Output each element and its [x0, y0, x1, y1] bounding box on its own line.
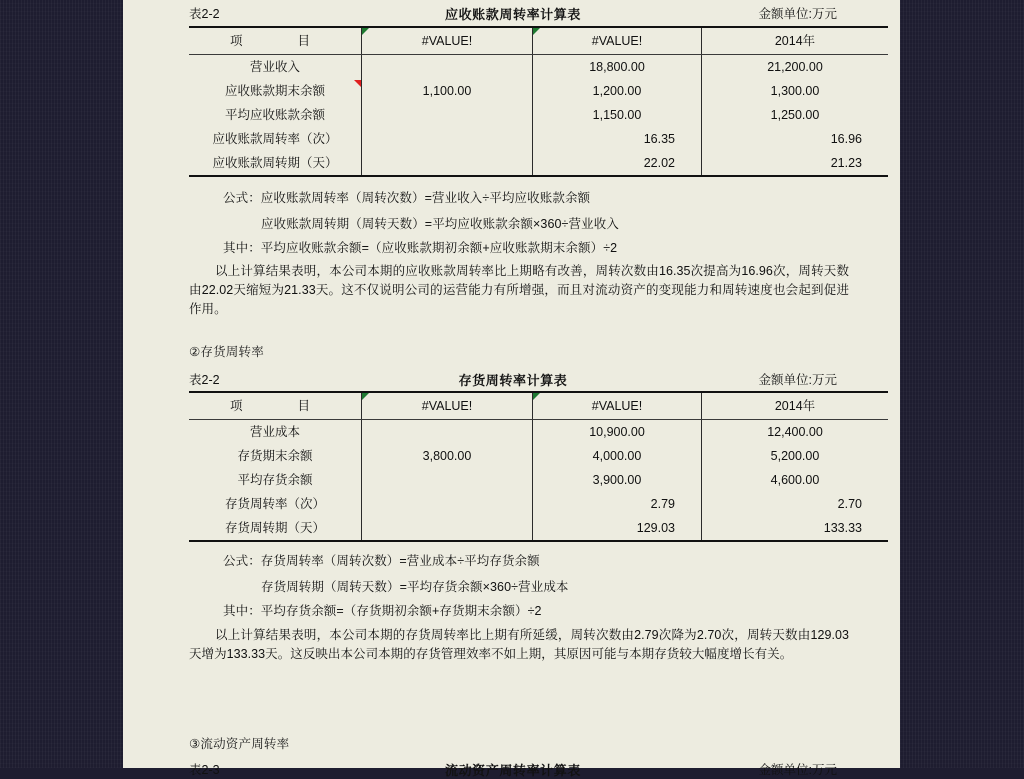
cell-value: 1,100.00: [362, 79, 533, 103]
cell-value: 2.79: [533, 492, 702, 516]
cell-value: 129.03: [533, 516, 702, 541]
cell-value: 16.35: [533, 127, 702, 151]
table-row[interactable]: [189, 103, 888, 127]
comment-marker-green-icon: [362, 393, 369, 400]
table-row[interactable]: [189, 151, 888, 176]
cell-value: 18,800.00: [533, 55, 702, 80]
document-page: [123, 0, 900, 778]
table2-caption-title: 存货周转率计算表: [458, 373, 568, 388]
table-header-row: [189, 392, 888, 420]
cell-item: 存货周转期（天）: [189, 516, 362, 541]
table-row[interactable]: [189, 468, 888, 492]
cell-value: [362, 468, 533, 492]
cell-item: 存货期末余额: [237, 449, 313, 463]
cell-value: 21,200.00: [702, 55, 889, 80]
table-header-row: [189, 27, 888, 55]
cell-value: [362, 492, 533, 516]
formula-line: 其中：平均存货余额=（存货期初余额+存货期末余额）÷2: [223, 604, 542, 618]
cell-value: [362, 55, 533, 80]
formula-line: 公式：应收账款周转率（周转次数）=营业收入÷平均应收账款余额: [223, 191, 591, 205]
table2-header-col3: 2014年: [702, 392, 889, 420]
table-row[interactable]: [189, 127, 888, 151]
cell-value: 3,900.00: [533, 468, 702, 492]
table1-header-col2: #VALUE!: [533, 27, 702, 55]
cell-value: 2.70: [702, 492, 889, 516]
table2-caption: [189, 370, 837, 386]
cell-value: 1,250.00: [702, 103, 889, 127]
section-heading-current-assets-turnover: ③流动资产周转率: [189, 737, 290, 751]
table1-caption-title: 应收账款周转率计算表: [444, 7, 581, 22]
cell-value: 4,000.00: [533, 444, 702, 468]
comment-marker-green-icon: [533, 28, 540, 35]
cell-value: [362, 127, 533, 151]
table2-caption-unit: 金额单位:万元: [758, 373, 837, 387]
cell-value: [362, 516, 533, 541]
cell-value: 10,900.00: [533, 420, 702, 445]
cell-value: 133.33: [702, 516, 889, 541]
cell-value: 1,300.00: [702, 79, 889, 103]
formula-line: 公式：存货周转率（周转次数）=营业成本÷平均存货余额: [223, 554, 540, 568]
table3-caption: [189, 760, 837, 776]
table-row[interactable]: [189, 55, 888, 80]
table3-caption-unit: 金额单位:万元: [758, 763, 837, 777]
cell-value: 1,150.00: [533, 103, 702, 127]
cell-value: 22.02: [533, 151, 702, 176]
cell-item: 营业成本: [249, 425, 300, 439]
cell-value: [362, 151, 533, 176]
cell-item: 存货周转率（次）: [224, 497, 325, 511]
comment-marker-red-icon: [354, 80, 361, 87]
table3-caption-title: 流动资产周转率计算表: [444, 763, 581, 778]
cell-value: 4,600.00: [702, 468, 889, 492]
table-row[interactable]: [189, 444, 888, 468]
table3-caption-left: 表2-3: [189, 763, 220, 777]
table1-header-col1: #VALUE!: [362, 27, 533, 55]
table-inventory-turnover[interactable]: [189, 391, 888, 542]
cell-item: 平均存货余额: [237, 473, 313, 487]
table1-header-item: 项 目: [189, 27, 362, 55]
table-row[interactable]: [189, 516, 888, 541]
cell-item: 应收账款期末余额: [189, 79, 362, 103]
cell-value: [362, 420, 533, 445]
analysis-paragraph: 以上计算结果表明，本公司本期的应收账款周转率比上期略有改善，周转次数由16.35次提高为16.96次，周转天数由22.02天缩短为21.33天。这不仅说明公司的运营能力有所增强，而且对流动资产的变现能力和周转速度也会起到促进作用。: [189, 264, 849, 316]
formula-line: 应收账款周转期（周转天数）=平均应收账款余额×360÷营业收入: [261, 217, 619, 231]
comment-marker-green-icon: [362, 28, 369, 35]
table1-caption: [189, 4, 837, 20]
table2-header-col1: #VALUE!: [362, 392, 533, 420]
cell-item: 平均应收账款余额: [224, 108, 325, 122]
table2-caption-left: 表2-2: [189, 373, 220, 387]
cell-item: 营业收入: [249, 60, 300, 74]
table-row[interactable]: [189, 79, 888, 103]
cell-value: 16.96: [702, 127, 889, 151]
analysis-paragraph: 以上计算结果表明，本公司本期的存货周转率比上期有所延缓，周转次数由2.79次降为2.70次，周转天数由129.03天增为133.33天。这反映出本公司本期的存货管理效率不如上期，其原因可能与本期存货较大幅度增长有关。: [189, 628, 849, 661]
table1-caption-left: 表2-2: [189, 7, 220, 21]
table1-header-col3: 2014年: [702, 27, 889, 55]
cell-value: 1,200.00: [533, 79, 702, 103]
cell-item: 应收账款周转期（天）: [189, 151, 362, 176]
table2-header-col2: #VALUE!: [533, 392, 702, 420]
table1-caption-unit: 金额单位:万元: [758, 7, 837, 21]
table-row[interactable]: [189, 420, 888, 445]
cell-item: 应收账款周转率（次）: [212, 132, 338, 146]
cell-value: 21.23: [702, 151, 889, 176]
cell-value: 12,400.00: [702, 420, 889, 445]
section-heading-inventory-turnover: ②存货周转率: [189, 345, 264, 359]
table2-header-item: 项 目: [189, 392, 362, 420]
cell-value: 5,200.00: [702, 444, 889, 468]
table-row[interactable]: [189, 492, 888, 516]
formula-line: 其中：平均应收账款余额=（应收账款期初余额+应收账款期末余额）÷2: [223, 241, 618, 255]
comment-marker-green-icon: [533, 393, 540, 400]
table-accounts-receivable-turnover[interactable]: [189, 26, 888, 177]
cell-value: 3,800.00: [362, 444, 533, 468]
formula-line: 存货周转期（周转天数）=平均存货余额×360÷营业成本: [261, 580, 569, 594]
cell-value: [362, 103, 533, 127]
